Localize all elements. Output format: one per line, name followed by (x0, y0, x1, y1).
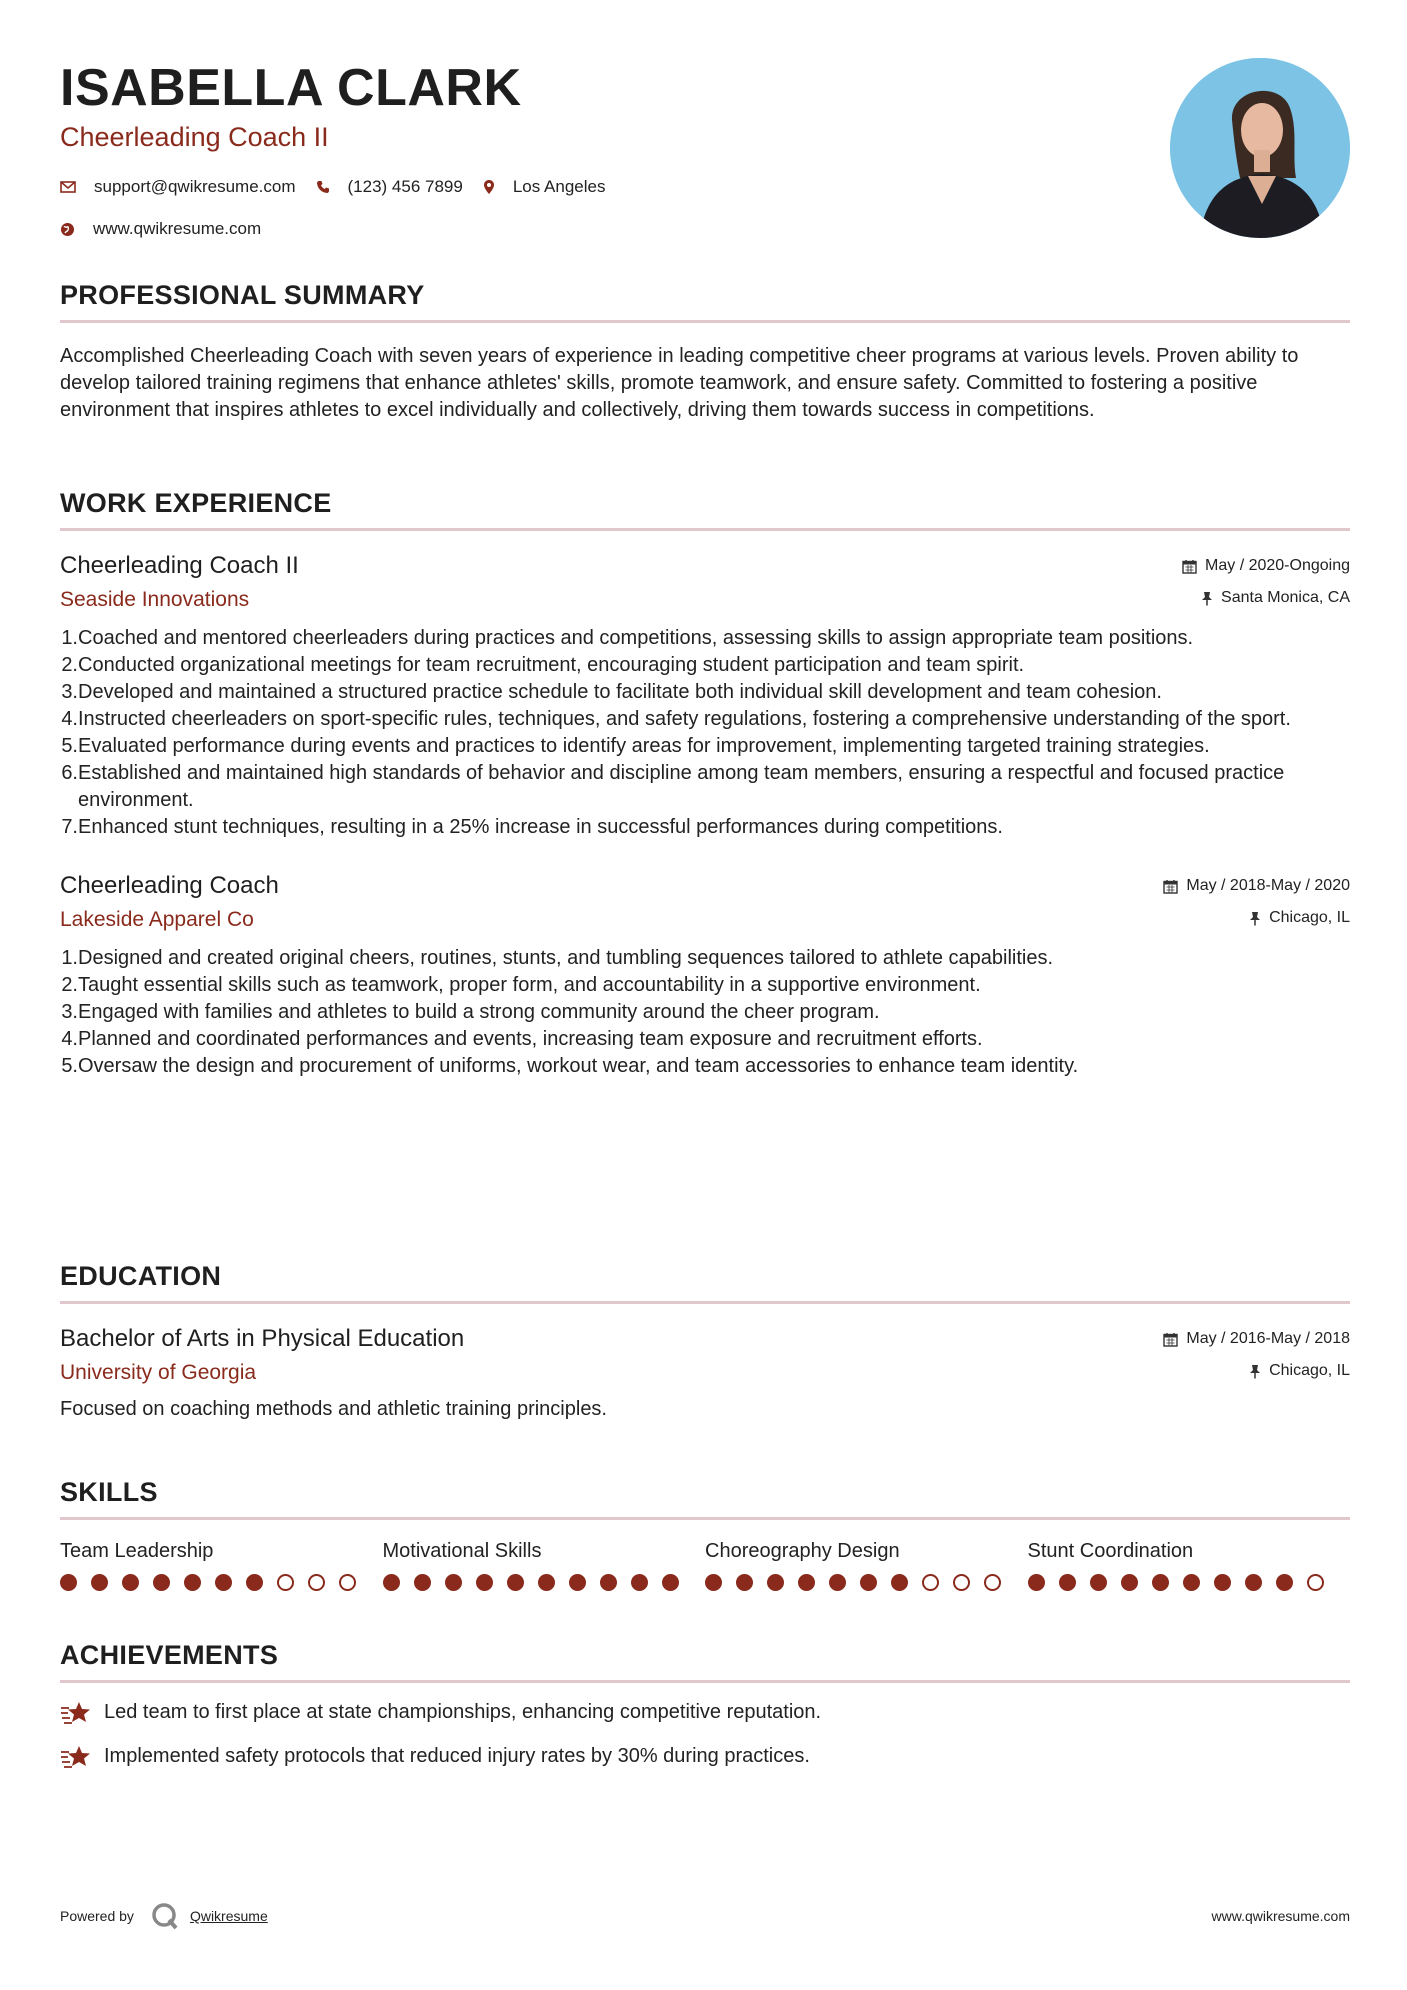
rating-dot-filled (1245, 1574, 1262, 1591)
contact-website[interactable] (60, 219, 261, 239)
list-item (60, 1699, 1350, 1726)
rating-dot-filled (538, 1574, 555, 1591)
website-text: www.qwikresume.com (93, 219, 262, 238)
rating-dot-filled (860, 1574, 877, 1591)
section-heading: EDUCATION (60, 1261, 222, 1291)
location-text: Los Angeles (512, 177, 606, 196)
resume-page (60, 0, 1350, 1990)
rating-dot-filled (215, 1574, 232, 1591)
summary-text: Accomplished Cheerleading Coach with seven years of experience in leading competitive cheer programs at various levels. Proven ability to develop tailored training regimens that enhance athletes' skills, promote teamwork, and ensure safety. Committed to fostering a positive environment that inspires athletes to excel individually and collectively, driving them towards success in competitions. (60, 345, 1299, 421)
rating-dot-filled (60, 1574, 77, 1591)
degree-title: Bachelor of Arts in Physical Education (60, 1325, 465, 1352)
job-meta (1182, 555, 1350, 609)
rating-dot-filled (1059, 1574, 1076, 1591)
list-item: 1. Designed and created original cheers, routines, stunts, and tumbling sequences tailored to athlete capabilities. (61, 947, 1054, 969)
list-item: 3. Engaged with families and athletes to build a strong community around the cheer program. (61, 1001, 880, 1023)
rating-dot-empty (1307, 1574, 1324, 1591)
section-skills (60, 1475, 1350, 1591)
job-location (1163, 907, 1350, 929)
rating-dot-empty (277, 1574, 294, 1591)
achievement-text: Implemented safety protocols that reduced injury rates by 30% during practices. (104, 1745, 810, 1767)
candidate-name: ISABELLA CLARK (60, 59, 522, 117)
resume-header (60, 58, 1350, 258)
rating-dot-filled (122, 1574, 139, 1591)
job-company: Seaside Innovations (60, 588, 250, 611)
skill-name: Choreography Design (705, 1540, 900, 1562)
education-location-text: Chicago, IL (1269, 1362, 1350, 1379)
section-heading: PROFESSIONAL SUMMARY (60, 280, 425, 310)
rating-dot-filled (829, 1574, 846, 1591)
rating-dot-filled (1152, 1574, 1169, 1591)
rating-dot-empty (953, 1574, 970, 1591)
rating-dot-filled (705, 1574, 722, 1591)
rating-dot-filled (184, 1574, 201, 1591)
rating-dot-filled (1121, 1574, 1138, 1591)
skill-item (1028, 1538, 1351, 1591)
job-location-text: Chicago, IL (1269, 909, 1350, 926)
rating-dot-filled (736, 1574, 753, 1591)
job-entry (60, 871, 1350, 1080)
calendar-icon (1163, 879, 1178, 894)
rating-dot-filled (891, 1574, 908, 1591)
star-award-icon (60, 1744, 92, 1770)
rating-dot-filled (383, 1574, 400, 1591)
avatar (1170, 58, 1350, 238)
section-divider (60, 1680, 1350, 1683)
skill-item (60, 1538, 383, 1591)
list-item: 5. Oversaw the design and procurement of uniforms, workout wear, and team accessories to enhance team identity. (61, 1055, 1079, 1077)
skill-name: Motivational Skills (382, 1540, 542, 1562)
section-heading: WORK EXPERIENCE (60, 488, 332, 518)
job-entry (60, 551, 1350, 841)
rating-dot-filled (153, 1574, 170, 1591)
contact-email[interactable] (60, 177, 296, 197)
job-meta (1163, 875, 1350, 929)
rating-dot-filled (662, 1574, 679, 1591)
achievement-text: Led team to first place at state championships, enhancing competitive reputation. (104, 1701, 822, 1723)
rating-dot-filled (798, 1574, 815, 1591)
email-text: support@qwikresume.com (94, 177, 296, 196)
globe-icon (60, 222, 75, 237)
phone-text: (123) 456 7899 (347, 177, 463, 196)
job-location (1182, 587, 1350, 609)
list-item: 6. Established and maintained high standards of behavior and discipline among team members, ensuring a respectful and focused practice environment. (61, 762, 1285, 811)
section-divider (60, 1517, 1350, 1520)
rating-dot-empty (308, 1574, 325, 1591)
education-description: Focused on coaching methods and athletic training principles. (60, 1398, 607, 1420)
list-item: 2. Taught essential skills such as teamwork, proper form, and accountability in a supportive environment. (61, 974, 981, 996)
list-item: 4. Instructed cheerleaders on sport-specific rules, techniques, and safety regulations, fostering a comprehensive understanding of the sport. (61, 708, 1291, 730)
job-bullets (60, 945, 1350, 1080)
rating-dot-filled (507, 1574, 524, 1591)
rating-dot-filled (1028, 1574, 1045, 1591)
skill-rating (383, 1574, 706, 1591)
education-dates (1163, 1328, 1350, 1350)
qwikresume-logo-icon (150, 1901, 180, 1931)
skill-rating (705, 1574, 1028, 1591)
footer-website[interactable]: www.qwikresume.com (1211, 1908, 1350, 1924)
achievements-list (60, 1699, 1350, 1770)
candidate-title: Cheerleading Coach II (60, 122, 329, 152)
contact-phone[interactable] (316, 177, 463, 197)
section-experience (60, 486, 1350, 1080)
job-dates-text: May / 2020-Ongoing (1205, 557, 1350, 574)
section-education (60, 1259, 1350, 1423)
map-pin-icon (483, 179, 495, 195)
job-dates (1163, 875, 1350, 897)
rating-dot-filled (414, 1574, 431, 1591)
list-item (60, 1743, 1350, 1770)
powered-by-text: Powered by (60, 1908, 134, 1924)
rating-dot-filled (767, 1574, 784, 1591)
pushpin-icon (1201, 591, 1213, 606)
calendar-icon (1182, 559, 1197, 574)
pushpin-icon (1249, 911, 1261, 926)
rating-dot-empty (339, 1574, 356, 1591)
contact-location (483, 177, 606, 197)
section-achievements (60, 1638, 1350, 1770)
list-item: 7. Enhanced stunt techniques, resulting in a 25% increase in successful performances during competitions. (61, 816, 1003, 838)
skill-item (383, 1538, 706, 1591)
rating-dot-filled (445, 1574, 462, 1591)
education-location (1163, 1360, 1350, 1382)
rating-dot-filled (600, 1574, 617, 1591)
contact-row-2 (60, 218, 1350, 240)
rating-dot-filled (1276, 1574, 1293, 1591)
pushpin-icon (1249, 1364, 1261, 1379)
job-title: Cheerleading Coach II (60, 552, 299, 579)
rating-dot-filled (476, 1574, 493, 1591)
brand-link[interactable]: Qwikresume (189, 1908, 268, 1924)
rating-dot-filled (1090, 1574, 1107, 1591)
job-dates-text: May / 2018-May / 2020 (1186, 877, 1350, 894)
job-location-text: Santa Monica, CA (1221, 589, 1350, 606)
rating-dot-empty (984, 1574, 1001, 1591)
skill-name: Stunt Coordination (1027, 1540, 1194, 1562)
education-entry (60, 1324, 1350, 1423)
school-name: University of Georgia (60, 1361, 257, 1384)
job-title: Cheerleading Coach (60, 872, 279, 899)
rating-dot-filled (1183, 1574, 1200, 1591)
skill-rating (60, 1574, 383, 1591)
page-footer (60, 1898, 1350, 1934)
job-dates (1182, 555, 1350, 577)
envelope-icon (60, 181, 76, 193)
job-company: Lakeside Apparel Co (60, 908, 254, 931)
rating-dot-filled (246, 1574, 263, 1591)
rating-dot-filled (631, 1574, 648, 1591)
skill-item (705, 1538, 1028, 1591)
calendar-icon (1163, 1332, 1178, 1347)
rating-dot-filled (1214, 1574, 1231, 1591)
education-dates-text: May / 2016-May / 2018 (1186, 1330, 1350, 1347)
rating-dot-filled (569, 1574, 586, 1591)
skill-name: Team Leadership (60, 1540, 214, 1562)
contact-row-1 (60, 176, 1350, 198)
section-heading: SKILLS (60, 1477, 158, 1507)
skills-row (60, 1538, 1350, 1591)
education-meta (1163, 1328, 1350, 1382)
profile-photo-icon (1170, 58, 1350, 238)
list-item: 1. Coached and mentored cheerleaders during practices and competitions, assessing skills to assign appropriate team positions. (61, 627, 1194, 649)
footer-powered-by (60, 1898, 268, 1934)
section-divider (60, 320, 1350, 323)
section-divider (60, 528, 1350, 531)
rating-dot-filled (91, 1574, 108, 1591)
rating-dot-empty (922, 1574, 939, 1591)
list-item: 3. Developed and maintained a structured practice schedule to facilitate both individual skill development and team cohesion. (61, 681, 1162, 703)
section-divider (60, 1301, 1350, 1304)
job-bullets (60, 625, 1350, 841)
list-item: 5. Evaluated performance during events and practices to identify areas for improvement, implementing targeted training strategies. (61, 735, 1210, 757)
section-heading: ACHIEVEMENTS (60, 1640, 279, 1670)
star-award-icon (60, 1700, 92, 1726)
phone-icon (316, 180, 330, 194)
section-summary (60, 278, 1350, 424)
skill-rating (1028, 1574, 1351, 1591)
list-item: 2. Conducted organizational meetings for team recruitment, encouraging student participation and team spirit. (61, 654, 1025, 676)
list-item: 4. Planned and coordinated performances and events, increasing team exposure and recruitment efforts. (61, 1028, 983, 1050)
